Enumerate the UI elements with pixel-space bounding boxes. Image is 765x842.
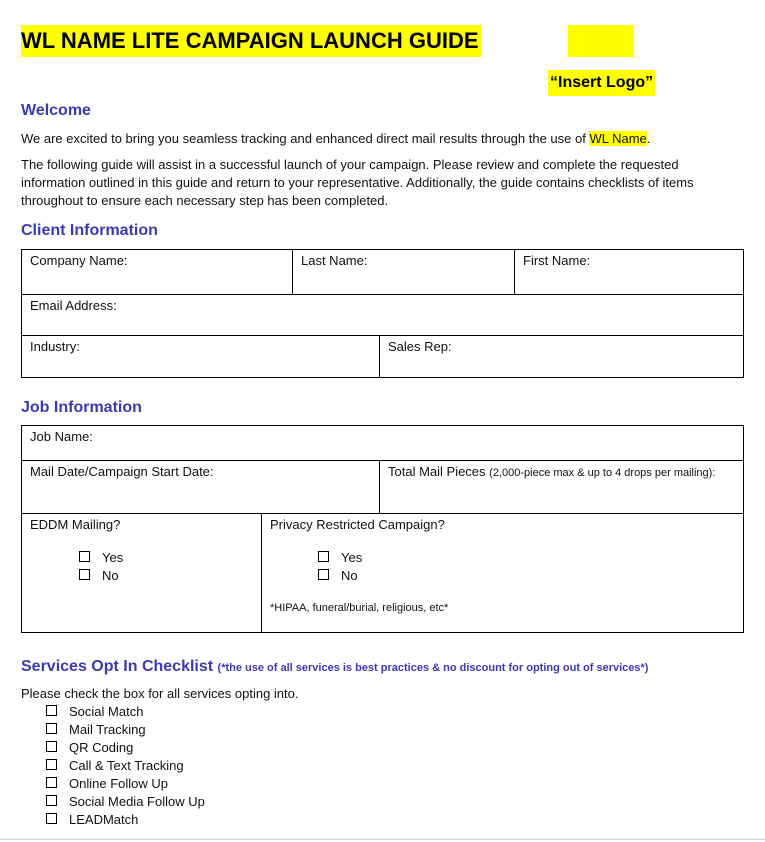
email-label: Email Address: <box>30 298 117 313</box>
checkbox-icon[interactable] <box>46 777 57 788</box>
service-option-mail-tracking[interactable] <box>46 721 205 739</box>
job-info-heading: Job Information <box>21 399 142 416</box>
client-info-heading: Client Information <box>21 222 158 239</box>
checkbox-icon[interactable] <box>46 795 57 806</box>
privacy-footnote: *HIPAA, funeral/burial, religious, etc* <box>270 602 449 614</box>
service-option-online-follow-up[interactable] <box>46 775 205 793</box>
email-field[interactable] <box>22 295 744 336</box>
services-heading-text: Services Opt In Checklist <box>21 658 214 675</box>
service-option-label: Call & Text Tracking <box>69 758 184 773</box>
industry-label: Industry: <box>30 339 80 354</box>
first-name-field[interactable] <box>515 250 744 295</box>
industry-field[interactable] <box>22 336 380 378</box>
privacy-label: Privacy Restricted Campaign? <box>270 517 445 532</box>
checkbox-icon[interactable] <box>79 551 90 562</box>
service-option-social-match[interactable] <box>46 703 205 721</box>
sales-rep-field[interactable] <box>380 336 744 378</box>
checkbox-icon[interactable] <box>79 569 90 580</box>
service-option-label: Social Media Follow Up <box>69 794 205 809</box>
client-info-table <box>21 249 744 378</box>
checkbox-icon[interactable] <box>46 741 57 752</box>
checkbox-icon[interactable] <box>46 759 57 770</box>
welcome-text-before: We are excited to bring you seamless tracking and enhanced direct mail results through the use of <box>21 131 590 146</box>
last-name-label: Last Name: <box>301 253 368 268</box>
services-checklist <box>46 703 205 829</box>
service-option-leadmatch[interactable] <box>46 811 205 829</box>
wl-name-highlight: WL Name <box>589 131 647 146</box>
eddm-yes-option[interactable]: Yes <box>79 549 123 567</box>
mail-date-field[interactable] <box>22 461 380 514</box>
job-name-field[interactable] <box>22 426 744 461</box>
welcome-paragraph-2: The following guide will assist in a successful launch of your campaign. Please review and complete the requested information outlined in this guide and return to your representative. Additionally, the guide contains checklists of items throughout to ensure each necessary step has been completed. <box>21 157 694 208</box>
document-title: WL NAME LITE CAMPAIGN LAUNCH GUIDE <box>21 25 481 57</box>
service-option-label: Online Follow Up <box>69 776 168 791</box>
checkbox-icon[interactable] <box>318 551 329 562</box>
checkbox-icon[interactable] <box>46 705 57 716</box>
welcome-paragraph-1 <box>21 130 741 148</box>
total-mail-pieces-field[interactable] <box>380 461 744 514</box>
total-mail-pieces-note: (2,000-piece max & up to 4 drops per mailing): <box>489 467 716 479</box>
service-option-label: QR Coding <box>69 740 134 755</box>
job-name-label: Job Name: <box>30 429 93 444</box>
last-name-field[interactable] <box>293 250 515 295</box>
services-heading <box>21 658 648 676</box>
checkbox-icon[interactable] <box>46 813 57 824</box>
total-mail-pieces-label: Total Mail Pieces <box>388 464 490 479</box>
checkbox-icon[interactable] <box>318 569 329 580</box>
eddm-options <box>79 549 123 585</box>
first-name-label: First Name: <box>523 253 591 268</box>
eddm-label: EDDM Mailing? <box>30 517 121 532</box>
services-instruction: Please check the box for all services opting into. <box>21 686 299 701</box>
privacy-options <box>318 549 362 585</box>
welcome-heading: Welcome <box>21 102 91 119</box>
service-option-label: LEADMatch <box>69 812 139 827</box>
service-option-social-media-follow-up[interactable] <box>46 793 205 811</box>
company-name-field[interactable] <box>22 250 293 295</box>
services-heading-note: (*the use of all services is best practices & no discount for opting out of services*) <box>217 662 649 674</box>
service-option-label: Social Match <box>69 704 144 719</box>
company-name-label: Company Name: <box>30 253 128 268</box>
welcome-text-after: . <box>646 131 651 146</box>
privacy-yes-option[interactable]: Yes <box>318 549 362 567</box>
sales-rep-label: Sales Rep: <box>388 339 452 354</box>
checkbox-icon[interactable] <box>46 723 57 734</box>
logo-placeholder-box <box>568 25 634 57</box>
eddm-cell <box>22 514 262 633</box>
eddm-no-option[interactable]: No <box>79 567 123 585</box>
privacy-no-option[interactable]: No <box>318 567 362 585</box>
service-option-qr-coding[interactable] <box>46 739 205 757</box>
mail-date-label: Mail Date/Campaign Start Date: <box>30 464 214 479</box>
service-option-call-text-tracking[interactable] <box>46 757 205 775</box>
service-option-label: Mail Tracking <box>69 722 146 737</box>
page-bottom-divider <box>0 839 765 840</box>
logo-placeholder-text: “Insert Logo” <box>548 70 655 96</box>
